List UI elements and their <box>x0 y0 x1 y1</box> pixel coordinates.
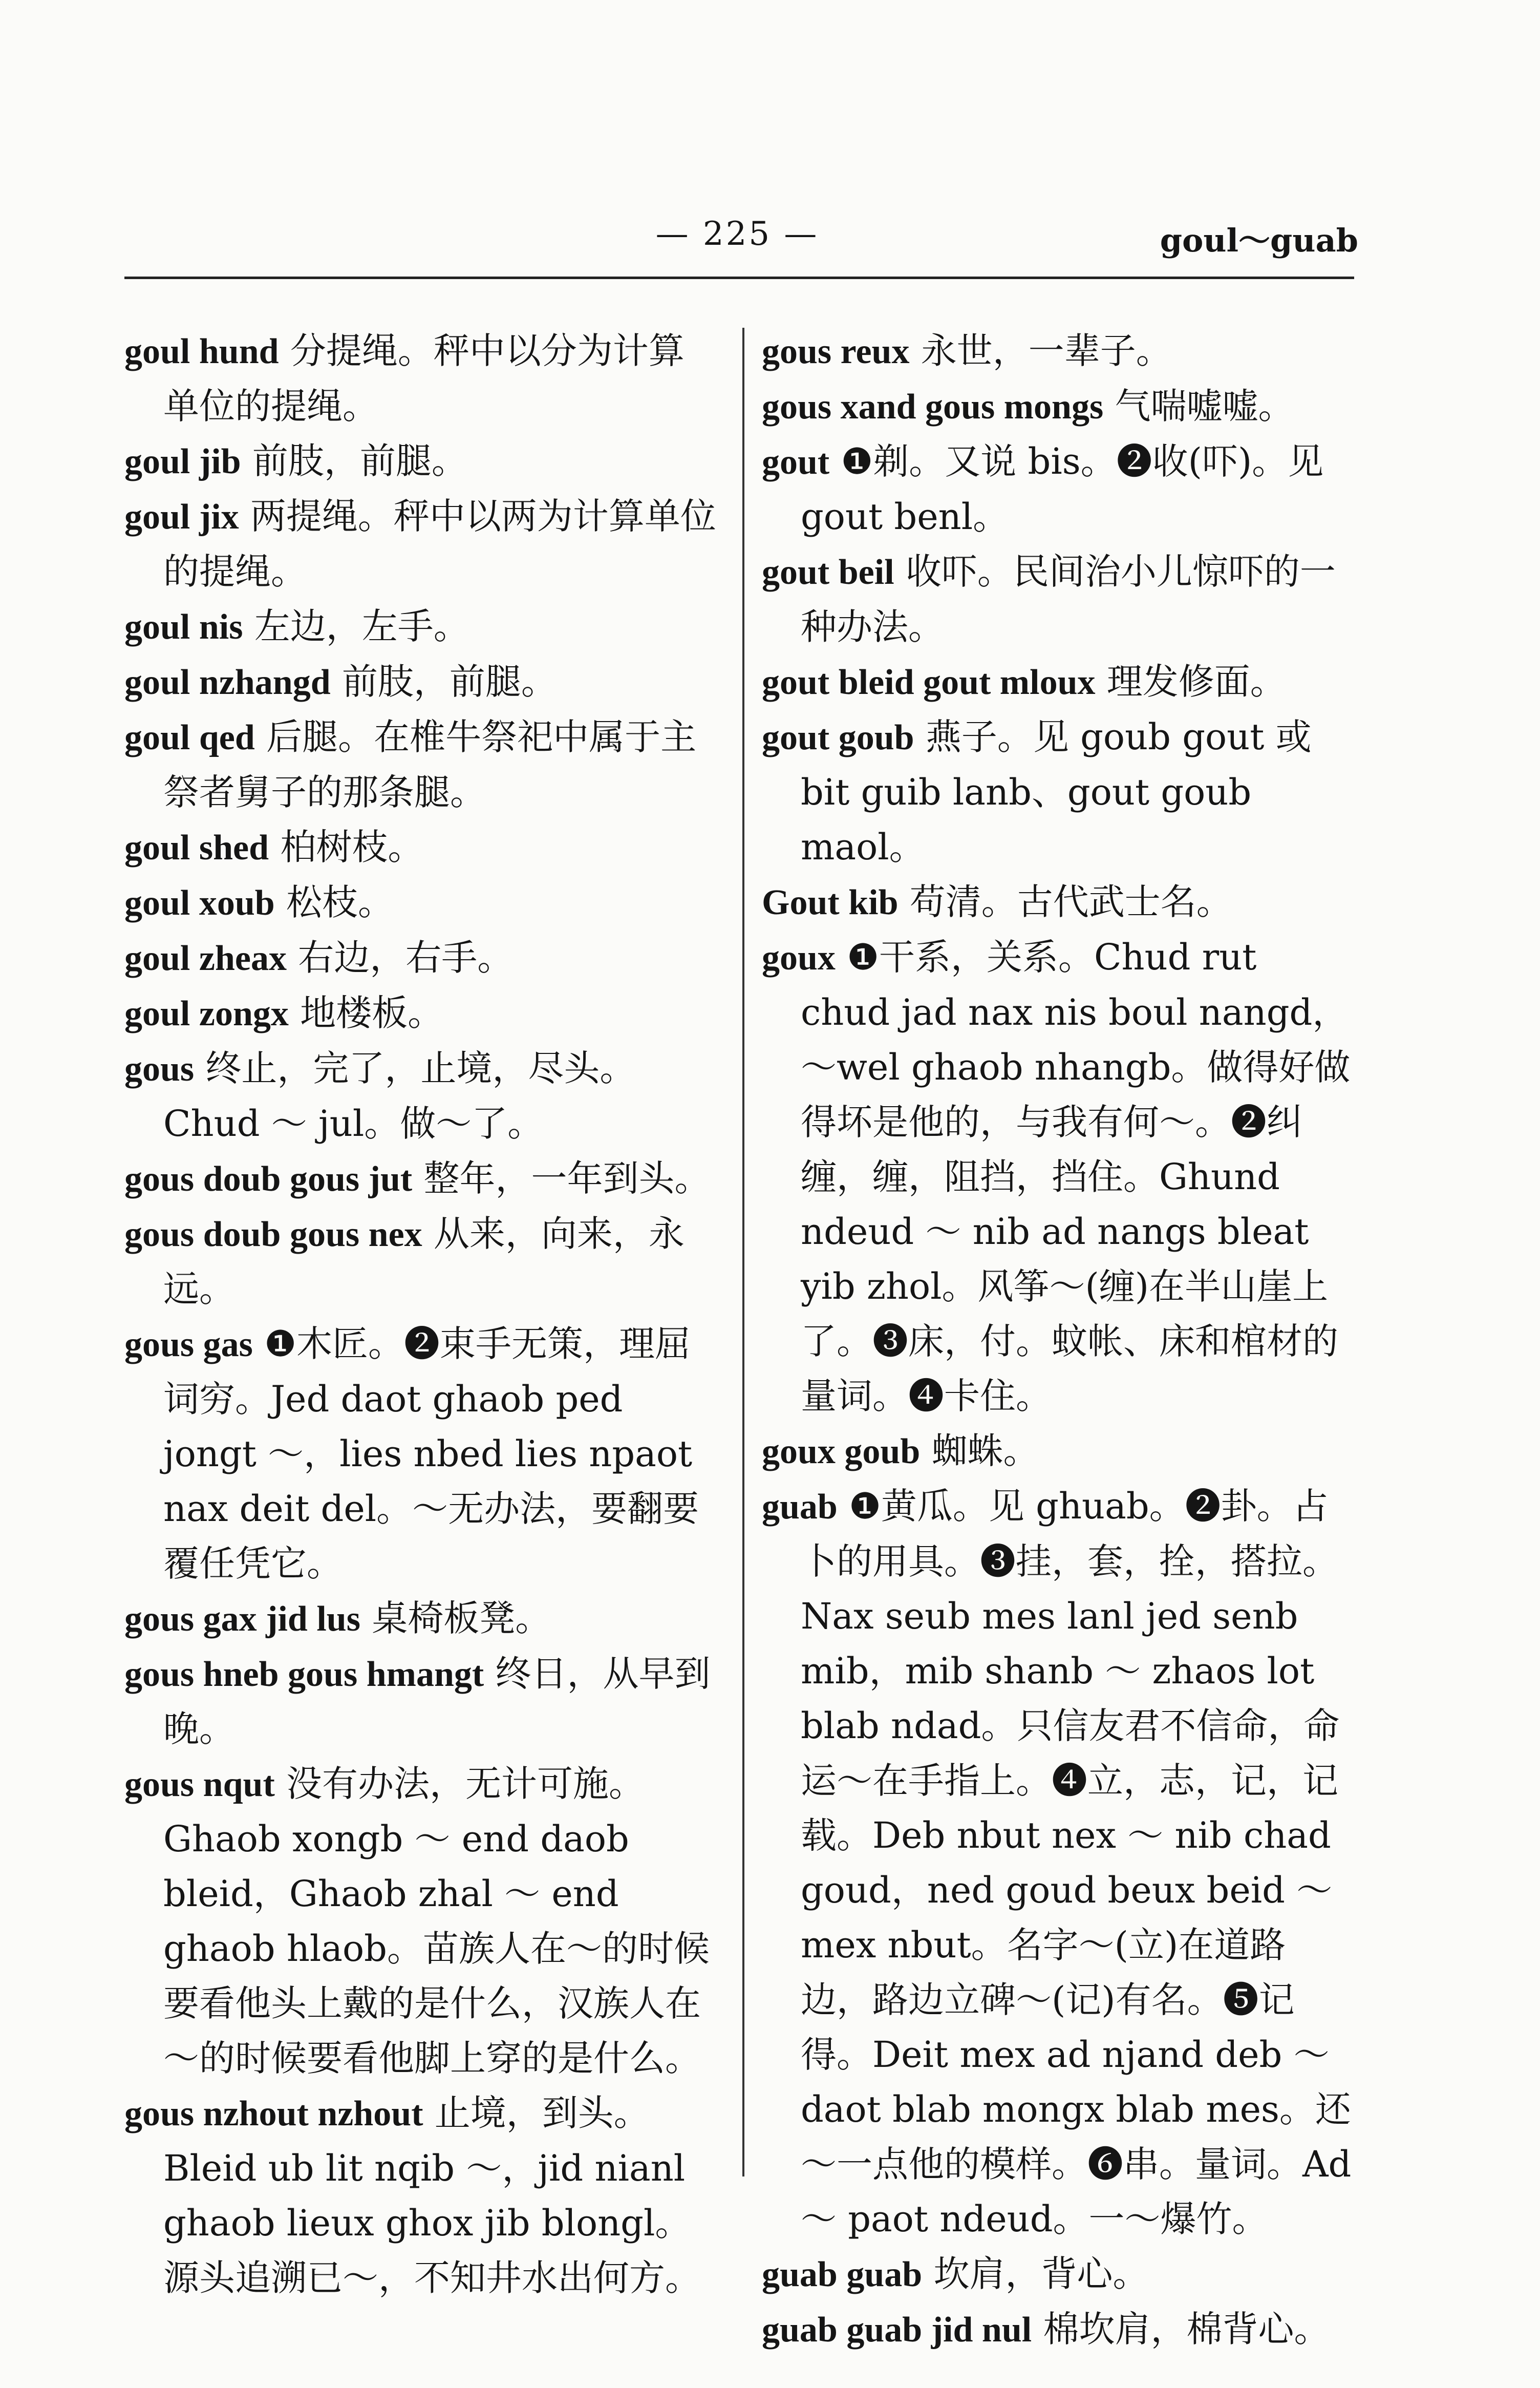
entry-definition: 桌椅板凳。 <box>372 1597 551 1639</box>
entry-definition: 从来，向来，永远。 <box>163 1213 685 1310</box>
entry-definition: 止境，到头。Bleid ub lit nqib ～，jid nianl ghaob lieux ghox jib blongl。源头追溯已～，不知井水出何方。 <box>163 2092 701 2299</box>
dictionary-entry <box>762 2302 1356 2357</box>
entry-headword: gous <box>124 1049 195 1089</box>
running-head: goul～guab <box>1160 222 1358 259</box>
entry-definition: 棉坎肩，棉背心。 <box>1043 2308 1330 2350</box>
header-rule <box>124 277 1354 279</box>
entry-definition: 气喘嘘嘘。 <box>1115 385 1294 427</box>
dictionary-entry <box>762 1424 1356 1479</box>
entry-headword: Gout kib <box>762 883 899 922</box>
dictionary-entry <box>124 875 718 931</box>
entry-headword: goul nzhangd <box>124 663 331 702</box>
entry-definition: 右边，右手。 <box>298 937 514 979</box>
entry-definition: 前肢，前腿。 <box>252 440 467 482</box>
entry-definition: 整年，一年到头。 <box>423 1157 711 1199</box>
dictionary-entry <box>124 1591 718 1646</box>
dictionary-entry <box>124 1646 718 1757</box>
entry-headword: gout goub <box>762 718 914 757</box>
dictionary-entry <box>762 654 1356 710</box>
right-column <box>762 324 1356 2357</box>
entry-definition: 蜘蛛。 <box>931 1430 1039 1472</box>
entry-headword: guab guab jid nul <box>762 2310 1032 2350</box>
entry-headword: goul nis <box>124 607 243 647</box>
entry-definition: 后腿。在椎牛祭祀中属于主祭者舅子的那条腿。 <box>163 716 697 813</box>
entry-headword: gous xand gous mongs <box>762 387 1104 427</box>
dictionary-entry <box>124 710 718 820</box>
dictionary-entry <box>124 1151 718 1207</box>
entry-headword: goul xoub <box>124 883 275 923</box>
dictionary-entry <box>124 1757 718 2086</box>
dictionary-entry <box>762 1479 1356 2247</box>
entry-definition: 左边，左手。 <box>254 605 469 647</box>
entry-definition: 理发修面。 <box>1106 661 1286 703</box>
entry-definition: 松枝。 <box>286 881 394 923</box>
entry-definition: 地楼板。 <box>300 992 444 1034</box>
entry-headword: goul zheax <box>124 939 287 978</box>
dictionary-entry <box>762 434 1356 544</box>
dictionary-entry <box>124 1317 718 1591</box>
entry-headword: gout bleid gout mloux <box>762 663 1096 702</box>
entry-definition: 终日，从早到晚。 <box>163 1653 711 1750</box>
entry-definition: ❶干系，关系。Chud rut chud jad nax nis boul nangd，～wel ghaob nhangb。做得好做得坏是他的，与我有何～。❷纠缠，缠，阻挡，挡住。Ghund ndeud ～ nib ad nangs bleat yib zhol。风筝～(缠)在半山崖上了。❸床，付。蚊帐、床和棺材的量词。❹卡住。 <box>801 936 1351 1417</box>
entry-headword: gous doub gous jut <box>124 1159 413 1199</box>
entry-definition: 坎肩，背心。 <box>933 2253 1149 2295</box>
page-header <box>0 0 1540 287</box>
entry-headword: goul zongx <box>124 994 289 1033</box>
dictionary-entry <box>124 1041 718 1151</box>
entry-definition: 前肢，前腿。 <box>341 661 557 703</box>
dictionary-entry <box>124 654 718 710</box>
entry-headword: gous gax jid lus <box>124 1599 360 1639</box>
entry-headword: gout beil <box>762 553 894 592</box>
column-divider <box>742 328 744 2176</box>
entry-headword: gous nzhout nzhout <box>124 2094 423 2133</box>
dictionary-entry <box>762 875 1356 930</box>
dictionary-entry <box>762 2247 1356 2302</box>
entry-headword: gous reux <box>762 332 910 371</box>
entry-headword: gous doub gous nex <box>124 1215 422 1254</box>
entry-headword: goux <box>762 938 836 978</box>
entry-definition: 收吓。民间治小儿惊吓的一种办法。 <box>801 551 1336 648</box>
entry-headword: guab guab <box>762 2255 923 2294</box>
dictionary-entry <box>124 1207 718 1317</box>
entry-definition: 柏树枝。 <box>280 826 424 868</box>
dictionary-entry <box>762 710 1356 875</box>
entry-headword: goul shed <box>124 828 269 868</box>
dictionary-entry <box>124 931 718 986</box>
entry-headword: gout <box>762 442 830 482</box>
entry-headword: goul qed <box>124 718 255 757</box>
entry-definition: 没有办法，无计可施。Ghaob xongb ～ end daob bleid，Ghaob zhal ～ end ghaob hlaob。苗族人在～的时候要看他头上戴的是什么，汉族人在～的时候要看他脚上穿的是什么。 <box>163 1763 710 2079</box>
entry-definition: 苟清。古代武士名。 <box>909 881 1232 923</box>
dictionary-entry <box>124 599 718 654</box>
entry-definition: 终止，完了，止境，尽头。Chud ～ jul。做～了。 <box>163 1047 636 1145</box>
entry-headword: guab <box>762 1487 838 1527</box>
dictionary-entry <box>124 489 718 599</box>
entry-headword: goul jix <box>124 497 239 537</box>
left-column <box>124 324 718 2306</box>
dictionary-entry <box>124 434 718 489</box>
dictionary-entry <box>762 930 1356 1424</box>
entry-definition: 分提绳。秤中以分为计算单位的提绳。 <box>163 330 685 427</box>
dictionary-entry <box>124 986 718 1041</box>
dictionary-entry <box>762 379 1356 434</box>
entry-definition: ❶黄瓜。见 ghuab。❷卦。占卜的用具。❸挂，套，拴，搭拉。Nax seub mes lanl jed senb mib，mib shanb ～ zhaos lot blab ndad。只信友君不信命，命运～在手指上。❹立，志，记，记载。Deb nbut nex ～ nib chad goud，ned goud beux beid ～ mex nbut。名字～(立)在道路边，路边立碑～(记)有名。❺记得。Deit mex ad njand deb ～ daot blab mongx blab mes。还～一点他的模样。❻串。量词。Ad ～ paot ndeud。一～爆竹。 <box>801 1485 1352 2240</box>
entry-definition: 两提绳。秤中以两为计算单位的提绳。 <box>163 495 716 593</box>
entry-headword: goul jib <box>124 442 241 481</box>
entry-headword: gous nqut <box>124 1765 275 1804</box>
page-number: — 225 — <box>655 215 819 253</box>
dictionary-entry <box>124 324 718 434</box>
dictionary-entry <box>762 324 1356 379</box>
entry-headword: goux goub <box>762 1432 921 1471</box>
dictionary-entry <box>762 544 1356 654</box>
entry-headword: gous hneb gous hmangt <box>124 1655 484 1694</box>
entry-definition: ❶剃。又说 bis。❷收(吓)。见 gout benl。 <box>801 440 1324 538</box>
entry-definition: 燕子。见 goub gout 或 bit guib lanb、gout goub maol。 <box>801 716 1312 868</box>
dictionary-entry <box>124 820 718 875</box>
entry-definition: ❶木匠。❷束手无策，理屈词穷。Jed daot ghaob ped jongt ～，lies nbed lies npaot nax deit del。～无办法，要翻要覆任凭它。 <box>163 1323 699 1584</box>
entry-headword: gous gas <box>124 1325 253 1364</box>
entry-headword: goul hund <box>124 332 279 371</box>
entry-definition: 永世，一辈子。 <box>921 330 1172 372</box>
dictionary-entry <box>124 2086 718 2306</box>
